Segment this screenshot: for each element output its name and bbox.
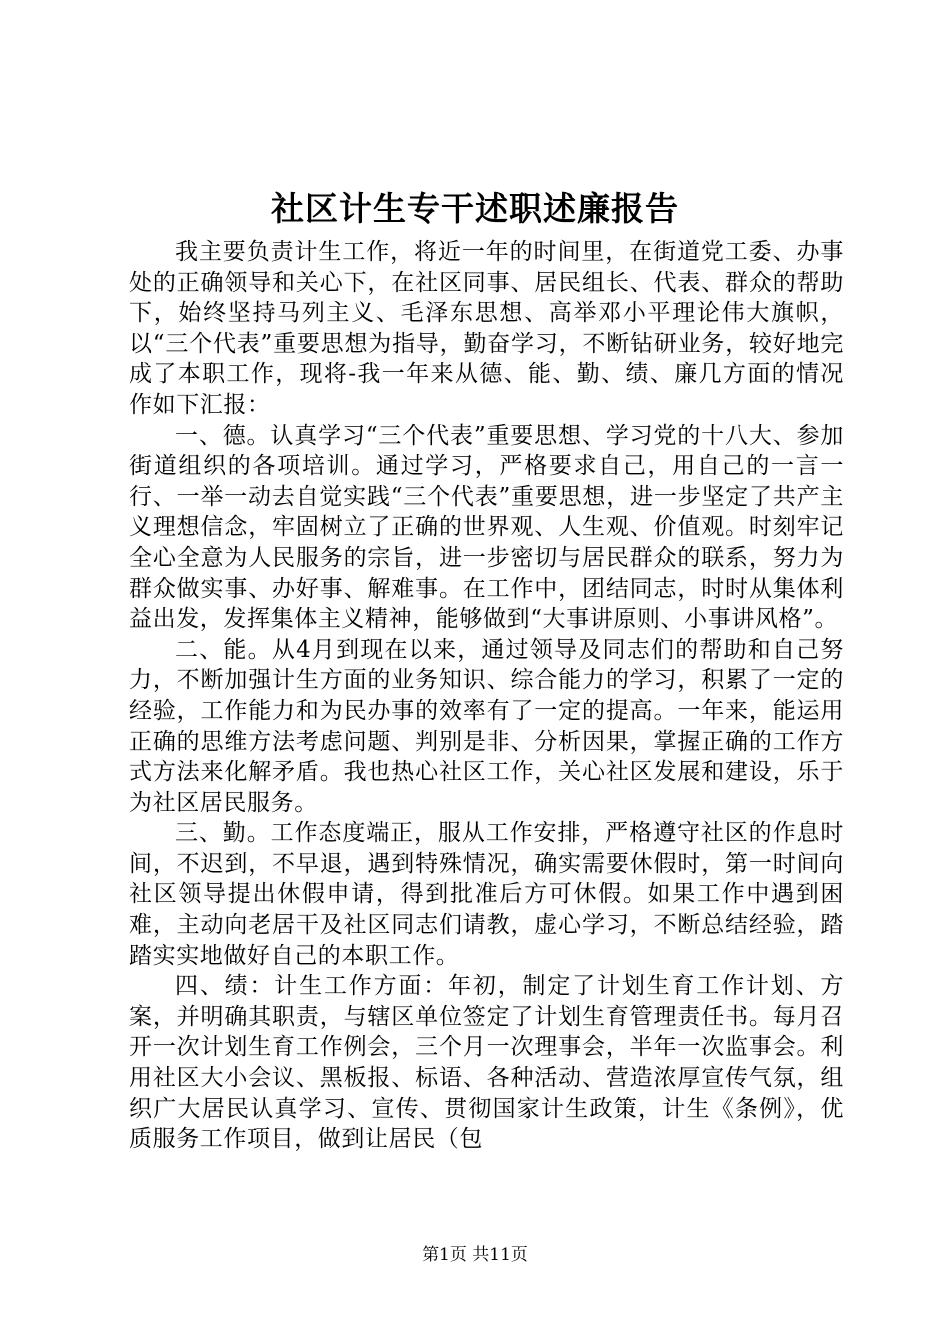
paragraph-neng: 二、能。从4月到现在以来，通过领导及同志们的帮助和自己努力，不断加强计生方面的业务知识、综合能力的学习，积累了一定的经验，工作能力和为民办事的效率有了一定的提高。一年来，能运用正确的思维方法考虑问题、判别是非、分析因果，掌握正确的工作方式方法来化解矛盾。我也热心社区工作，关心社区发展和建设，乐于为社区居民服务。	[129, 636, 844, 816]
paragraph-intro: 我主要负责计生工作，将近一年的时间里，在街道党工委、办事处的正确领导和关心下，在社区同事、居民组长、代表、群众的帮助下，始终坚持马列主义、毛泽东思想、高举邓小平理论伟大旗帜，以“三个代表”重要思想为指导，勤奋学习，不断钻研业务，较好地完成了本职工作，现将-我一年来从德、能、勤、绩、廉几方面的情况作如下汇报：	[129, 239, 844, 418]
document-title: 社区计生专干述职述廉报告	[271, 189, 679, 228]
paragraph-qin: 三、勤。工作态度端正，服从工作安排，严格遵守社区的作息时间，不迟到，不早退，遇到特殊情况，确实需要休假时，第一时间向社区领导提出休假申请，得到批准后方可休假。如果工作中遇到困难，主动向老居干及社区同志们请教，虚心学习，不断总结经验，踏踏实实地做好自己的本职工作。	[129, 820, 844, 969]
page-footer: 第1页 共11页	[422, 1245, 528, 1265]
document-body	[129, 237, 844, 1155]
paragraph-ji: 四、绩：计生工作方面：年初，制定了计划生育工作计划、方案，并明确其职责，与辖区单位签定了计划生育管理责任书。每月召开一次计划生育工作例会，三个月一次理事会，半年一次监事会。利用社区大小会议、黑板报、标语、各种活动、营造浓厚宣传气氛，组织广大居民认真学习、宣传、贯彻国家计生政策，计生《条例》，优质服务工作项目，做到让居民（包	[129, 973, 844, 1153]
paragraph-de: 一、德。认真学习“三个代表”重要思想、学习党的十八大、参加街道组织的各项培训。通过学习，严格要求自己，用自己的一言一行、一举一动去自觉实践“三个代表”重要思想，进一步坚定了共产主义理想信念，牢固树立了正确的世界观、人生观、价值观。时刻牢记全心全意为人民服务的宗旨，进一步密切与居民群众的联系，努力为群众做实事、办好事、解难事。在工作中，团结同志，时时从集体利益出发，发挥集体主义精神，能够做到“大事讲原则、小事讲风格”。	[129, 422, 844, 633]
